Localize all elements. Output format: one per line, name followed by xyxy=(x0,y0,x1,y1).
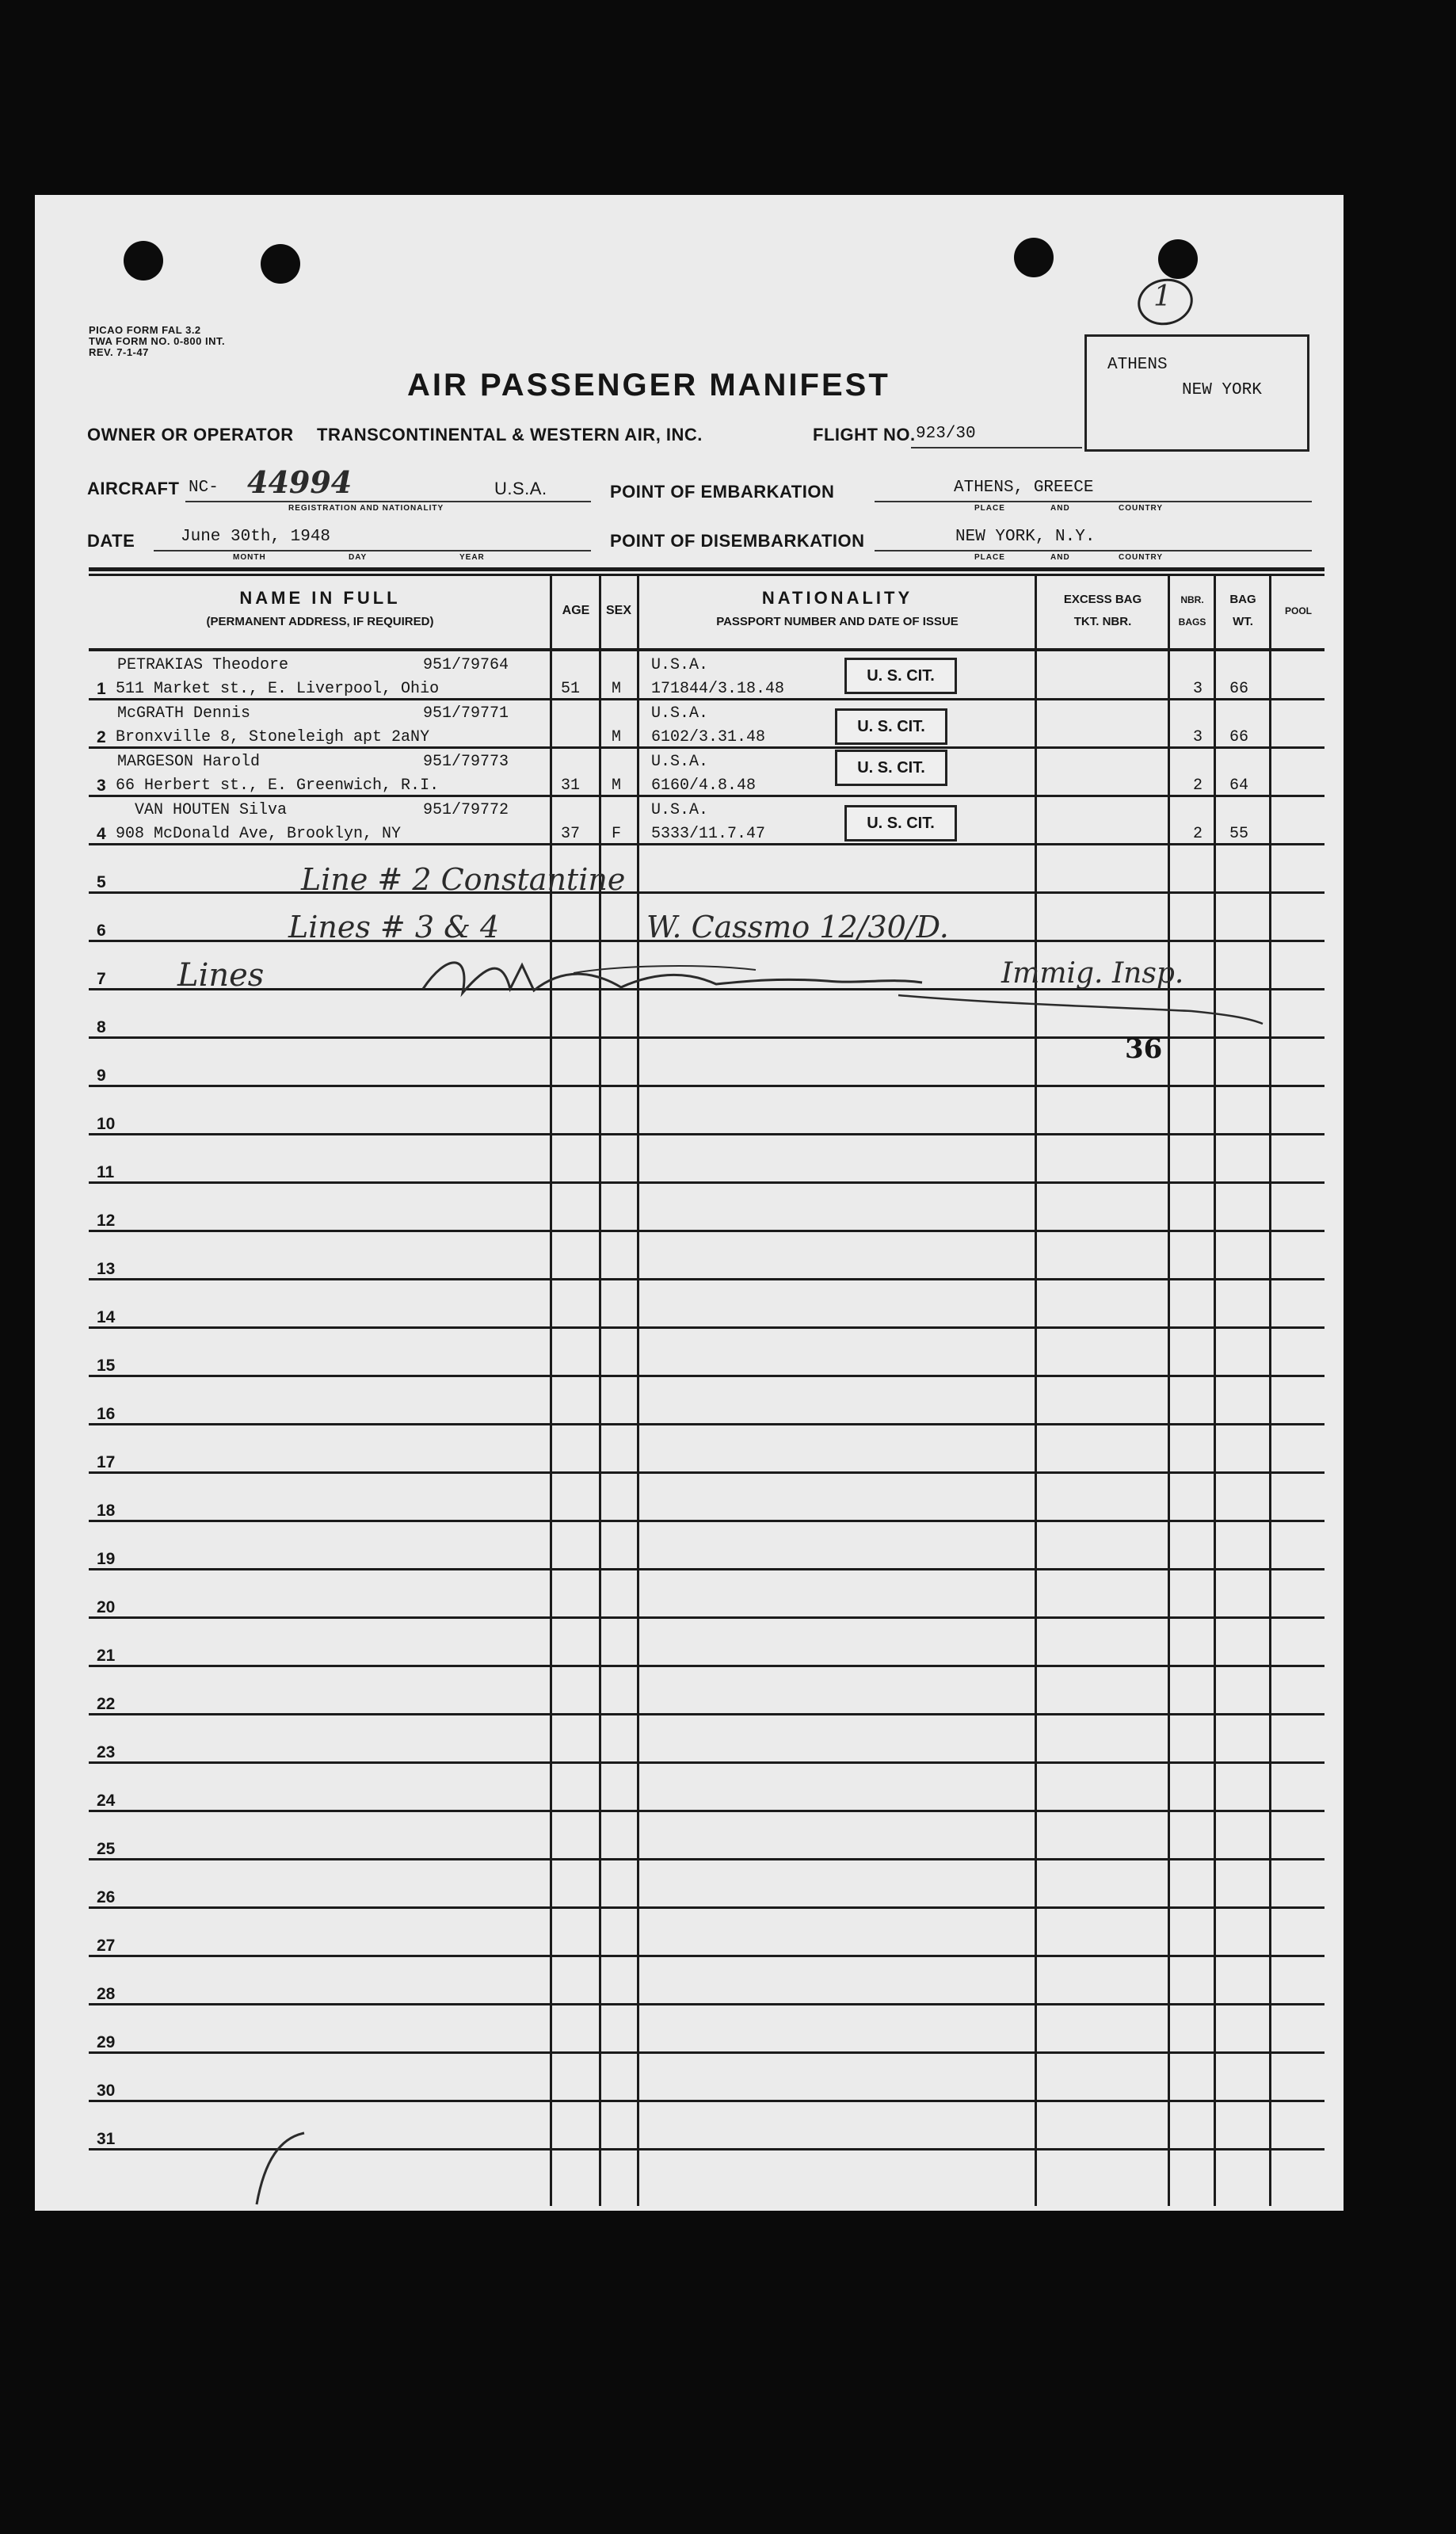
col-divider xyxy=(1035,574,1037,2206)
passenger-ticket: 951/79772 xyxy=(423,801,509,819)
table-row xyxy=(89,2100,1325,2102)
col-header-tkt: TKT. NBR. xyxy=(1073,615,1132,628)
passenger-sex: M xyxy=(612,728,622,746)
aircraft-label: AIRCRAFT xyxy=(87,479,180,498)
passenger-name: PETRAKIAS Theodore xyxy=(117,656,289,674)
row-number: 21 xyxy=(97,1647,116,1665)
passenger-passport: 5333/11.7.47 xyxy=(651,825,766,843)
row-number: 4 xyxy=(97,825,106,843)
handwritten-note: Immig. Insp. xyxy=(1001,957,1184,990)
table-row xyxy=(89,1133,1325,1135)
passenger-address: 511 Market st., E. Liverpool, Ohio xyxy=(116,680,440,698)
passenger-nationality: U.S.A. xyxy=(651,656,709,674)
row-number: 30 xyxy=(97,2082,116,2100)
form-code: TWA FORM NO. 0-800 INT. xyxy=(89,335,226,347)
passenger-address: 66 Herbert st., E. Greenwich, R.I. xyxy=(116,777,440,795)
passenger-bags: 2 xyxy=(1193,777,1203,795)
passenger-name: McGRATH Dennis xyxy=(117,704,251,723)
row-number: 25 xyxy=(97,1840,116,1858)
col-header-nationality-sub: PASSPORT NUMBER AND DATE OF ISSUE xyxy=(716,615,959,628)
passenger-name: VAN HOUTEN Silva xyxy=(135,801,288,819)
flight-underline xyxy=(911,447,1082,448)
col-header-bags: BAGS xyxy=(1178,616,1206,628)
row-number: 3 xyxy=(97,777,106,795)
table-row xyxy=(89,1906,1325,1909)
date-underline xyxy=(154,550,591,551)
row-number: 29 xyxy=(97,2033,116,2051)
day-sub: DAY xyxy=(349,553,368,562)
col-header-sex: SEX xyxy=(605,604,631,617)
table-row xyxy=(89,1326,1325,1329)
passenger-name: MARGESON Harold xyxy=(117,753,261,771)
place-sub: PLACE xyxy=(974,504,1005,513)
handwritten-note: Lines # 3 & 4 xyxy=(288,910,500,945)
flight-value: 923/30 xyxy=(916,425,976,443)
passenger-age: 51 xyxy=(561,680,581,698)
handwritten-flourish xyxy=(890,979,1271,1027)
col-divider xyxy=(1168,574,1170,2206)
and-sub: AND xyxy=(1050,553,1070,562)
page-number: 1 xyxy=(1153,280,1172,313)
row-number: 8 xyxy=(97,1018,106,1036)
table-row xyxy=(89,698,1325,700)
passenger-bags: 3 xyxy=(1193,728,1203,746)
row-number: 1 xyxy=(97,680,106,698)
row-number: 20 xyxy=(97,1598,116,1616)
table-row xyxy=(89,1230,1325,1232)
year-sub: YEAR xyxy=(459,553,485,562)
row-number: 11 xyxy=(97,1163,115,1181)
route-to: NEW YORK xyxy=(1182,381,1262,399)
disembark-value: NEW YORK, N.Y. xyxy=(955,528,1096,546)
manifest-page xyxy=(35,195,1344,2211)
table-row xyxy=(89,1520,1325,1522)
punch-hole xyxy=(124,241,163,280)
table-row xyxy=(89,1858,1325,1860)
handwritten-note: Lines xyxy=(177,957,265,994)
passenger-bag-weight: 55 xyxy=(1229,825,1249,843)
passenger-bag-weight: 66 xyxy=(1229,680,1249,698)
row-number: 2 xyxy=(97,728,106,746)
passenger-bag-weight: 66 xyxy=(1229,728,1249,746)
table-row xyxy=(89,746,1325,749)
us-citizen-stamp: U. S. CIT. xyxy=(844,658,957,694)
table-row xyxy=(89,1713,1325,1715)
row-number: 15 xyxy=(97,1357,116,1375)
table-row xyxy=(89,1423,1325,1425)
table-row xyxy=(89,1568,1325,1570)
passenger-passport: 6160/4.8.48 xyxy=(651,777,757,795)
col-header-name: NAME IN FULL xyxy=(239,588,401,608)
table-row xyxy=(89,1810,1325,1812)
date-label: DATE xyxy=(87,531,135,551)
row-number: 9 xyxy=(97,1067,106,1085)
row-number: 28 xyxy=(97,1985,116,2003)
row-number: 22 xyxy=(97,1695,116,1713)
passenger-address: 908 McDonald Ave, Brooklyn, NY xyxy=(116,825,402,843)
table-row xyxy=(89,1278,1325,1280)
table-row xyxy=(89,1761,1325,1764)
col-divider xyxy=(550,574,552,2206)
row-number: 18 xyxy=(97,1502,116,1520)
passenger-age: 37 xyxy=(561,825,581,843)
passenger-ticket: 951/79773 xyxy=(423,753,509,771)
row-number: 17 xyxy=(97,1453,116,1471)
table-row xyxy=(89,891,1325,894)
us-citizen-stamp: U. S. CIT. xyxy=(844,805,957,841)
pencil-mark xyxy=(241,2128,312,2208)
row-number: 13 xyxy=(97,1260,116,1278)
disembark-label: POINT OF DISEMBARKATION xyxy=(610,531,865,551)
col-divider xyxy=(599,574,601,2206)
route-box xyxy=(1084,334,1309,452)
row-number: 23 xyxy=(97,1743,116,1761)
table-top-rule xyxy=(89,574,1325,576)
aircraft-prefix: NC- xyxy=(189,479,219,497)
handwritten-note: W. Cassmo 12/30/D. xyxy=(646,910,949,945)
table-row xyxy=(89,1085,1325,1087)
passenger-bags: 2 xyxy=(1193,825,1203,843)
col-header-bag: BAG xyxy=(1229,593,1256,606)
col-header-excess: EXCESS BAG xyxy=(1063,593,1142,606)
aircraft-number: 44994 xyxy=(247,464,353,500)
row-number: 14 xyxy=(97,1308,116,1326)
passenger-nationality: U.S.A. xyxy=(651,801,709,819)
row-number: 26 xyxy=(97,1888,116,1906)
punch-hole xyxy=(261,244,300,284)
country-sub: COUNTRY xyxy=(1119,553,1164,562)
flight-label: FLIGHT NO. xyxy=(813,425,916,445)
passenger-age: 31 xyxy=(561,777,581,795)
and-sub: AND xyxy=(1050,504,1070,513)
month-sub: MONTH xyxy=(233,553,266,562)
passenger-nationality: U.S.A. xyxy=(651,704,709,723)
punch-hole xyxy=(1158,239,1198,279)
country-sub: COUNTRY xyxy=(1119,504,1164,513)
header-bottom-rule xyxy=(89,648,1325,651)
row-number: 24 xyxy=(97,1792,116,1810)
passenger-bags: 3 xyxy=(1193,680,1203,698)
aircraft-nationality: U.S.A. xyxy=(494,479,547,498)
table-row xyxy=(89,843,1325,845)
passenger-sex: F xyxy=(612,825,622,843)
col-divider xyxy=(1214,574,1216,2206)
embark-label: POINT OF EMBARKATION xyxy=(610,482,835,502)
form-codes xyxy=(89,325,225,358)
col-header-wt: WT. xyxy=(1233,615,1253,628)
col-header-nationality: NATIONALITY xyxy=(761,588,913,608)
passenger-bag-weight: 64 xyxy=(1229,777,1249,795)
passenger-sex: M xyxy=(612,680,622,698)
embark-value: ATHENS, GREECE xyxy=(954,479,1094,497)
passenger-ticket: 951/79771 xyxy=(423,704,509,723)
table-row xyxy=(89,1471,1325,1474)
passenger-passport: 6102/3.31.48 xyxy=(651,728,766,746)
col-header-pool: POOL xyxy=(1284,605,1312,616)
table-row xyxy=(89,1616,1325,1619)
handwritten-note: Line # 2 Constantine xyxy=(301,862,626,897)
table-top-rule xyxy=(89,567,1325,571)
col-divider xyxy=(637,574,639,2206)
table-row xyxy=(89,795,1325,797)
passenger-ticket: 951/79764 xyxy=(423,656,509,674)
form-code: REV. 7-1-47 xyxy=(89,346,149,358)
row-number: 6 xyxy=(97,922,106,940)
row-number: 16 xyxy=(97,1405,116,1423)
owner-value: TRANSCONTINENTAL & WESTERN AIR, INC. xyxy=(317,425,703,445)
row-number: 27 xyxy=(97,1937,116,1955)
table-row xyxy=(89,1375,1325,1377)
place-sub: PLACE xyxy=(974,553,1005,562)
col-header-name-sub: (PERMANENT ADDRESS, IF REQUIRED) xyxy=(206,615,434,628)
form-code: PICAO FORM FAL 3.2 xyxy=(89,324,201,336)
passenger-sex: M xyxy=(612,777,622,795)
col-header-age: AGE xyxy=(562,604,590,617)
punch-hole xyxy=(1014,238,1054,277)
aircraft-underline xyxy=(185,501,591,502)
passenger-address: Bronxville 8, Stoneleigh apt 2aNY xyxy=(116,728,430,746)
aircraft-sub: REGISTRATION AND NATIONALITY xyxy=(288,504,444,513)
table-row xyxy=(89,1181,1325,1184)
row-number: 31 xyxy=(97,2130,116,2148)
total-weight: 36 xyxy=(1125,1033,1163,1065)
col-divider xyxy=(1269,574,1271,2206)
row-number: 19 xyxy=(97,1550,116,1568)
date-value: June 30th, 1948 xyxy=(181,528,331,546)
table-row xyxy=(89,2051,1325,2054)
row-number: 10 xyxy=(97,1115,116,1133)
row-number: 12 xyxy=(97,1212,116,1230)
passenger-passport: 171844/3.18.48 xyxy=(651,680,785,698)
disembark-underline xyxy=(875,550,1312,551)
us-citizen-stamp: U. S. CIT. xyxy=(835,750,947,786)
us-citizen-stamp: U. S. CIT. xyxy=(835,708,947,745)
table-row xyxy=(89,1665,1325,1667)
embark-underline xyxy=(875,501,1312,502)
table-row xyxy=(89,1955,1325,1957)
page-title: AIR PASSENGER MANIFEST xyxy=(407,368,890,403)
passenger-nationality: U.S.A. xyxy=(651,753,709,771)
table-row xyxy=(89,2003,1325,2005)
route-from: ATHENS xyxy=(1107,356,1168,374)
row-number: 5 xyxy=(97,873,106,891)
row-number: 7 xyxy=(97,970,106,988)
owner-label: OWNER OR OPERATOR xyxy=(87,425,294,445)
col-header-nbr: NBR. xyxy=(1180,594,1204,605)
